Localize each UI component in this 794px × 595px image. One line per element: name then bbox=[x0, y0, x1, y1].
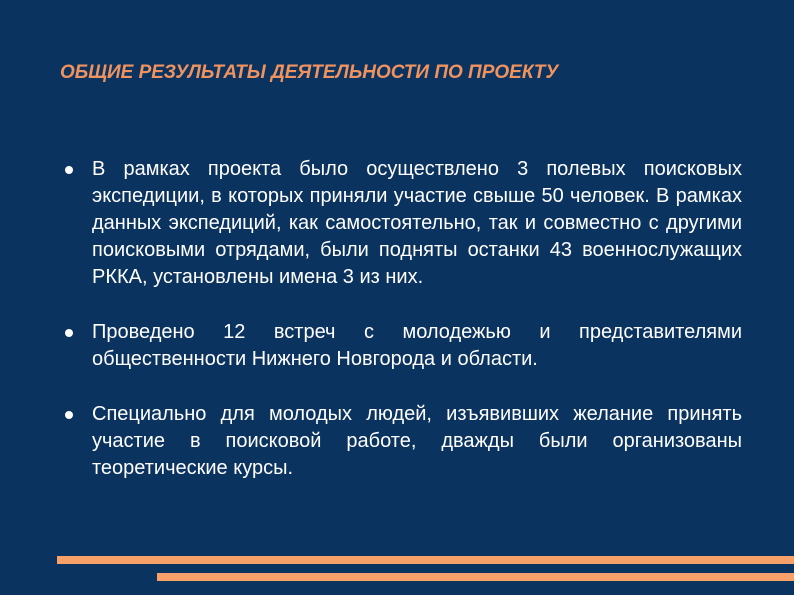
bullet-list bbox=[60, 156, 742, 510]
decorative-bar-top bbox=[57, 556, 794, 564]
bullet-dot-icon bbox=[65, 411, 73, 419]
slide-title: ОБЩИЕ РЕЗУЛЬТАТЫ ДЕЯТЕЛЬНОСТИ ПО ПРОЕКТУ bbox=[60, 62, 559, 83]
bullet-text: Специально для молодых людей, изъявивших желание принять участие в поисковой работе, дважды были организованы теоретические курсы. bbox=[92, 403, 742, 479]
bullet-text: Проведено 12 встреч с молодежью и представителями общественности Нижнего Новгорода и области. bbox=[92, 321, 742, 370]
bullet-dot-icon bbox=[65, 329, 73, 337]
bullet-dot-icon bbox=[65, 166, 73, 174]
bullet-item-1 bbox=[60, 156, 742, 291]
decorative-bar-bottom bbox=[157, 573, 794, 581]
bullet-text: В рамках проекта было осуществлено 3 полевых поисковых экспедиции, в которых приняли участие свыше 50 человек. В рамках данных экспедиций, как самостоятельно, так и совместно с другими поисковыми отрядами, были подняты останки 43 военнослужащих РККА, установлены имена 3 из них. bbox=[92, 158, 742, 288]
bullet-item-2 bbox=[60, 319, 742, 373]
bullet-item-3 bbox=[60, 401, 742, 482]
